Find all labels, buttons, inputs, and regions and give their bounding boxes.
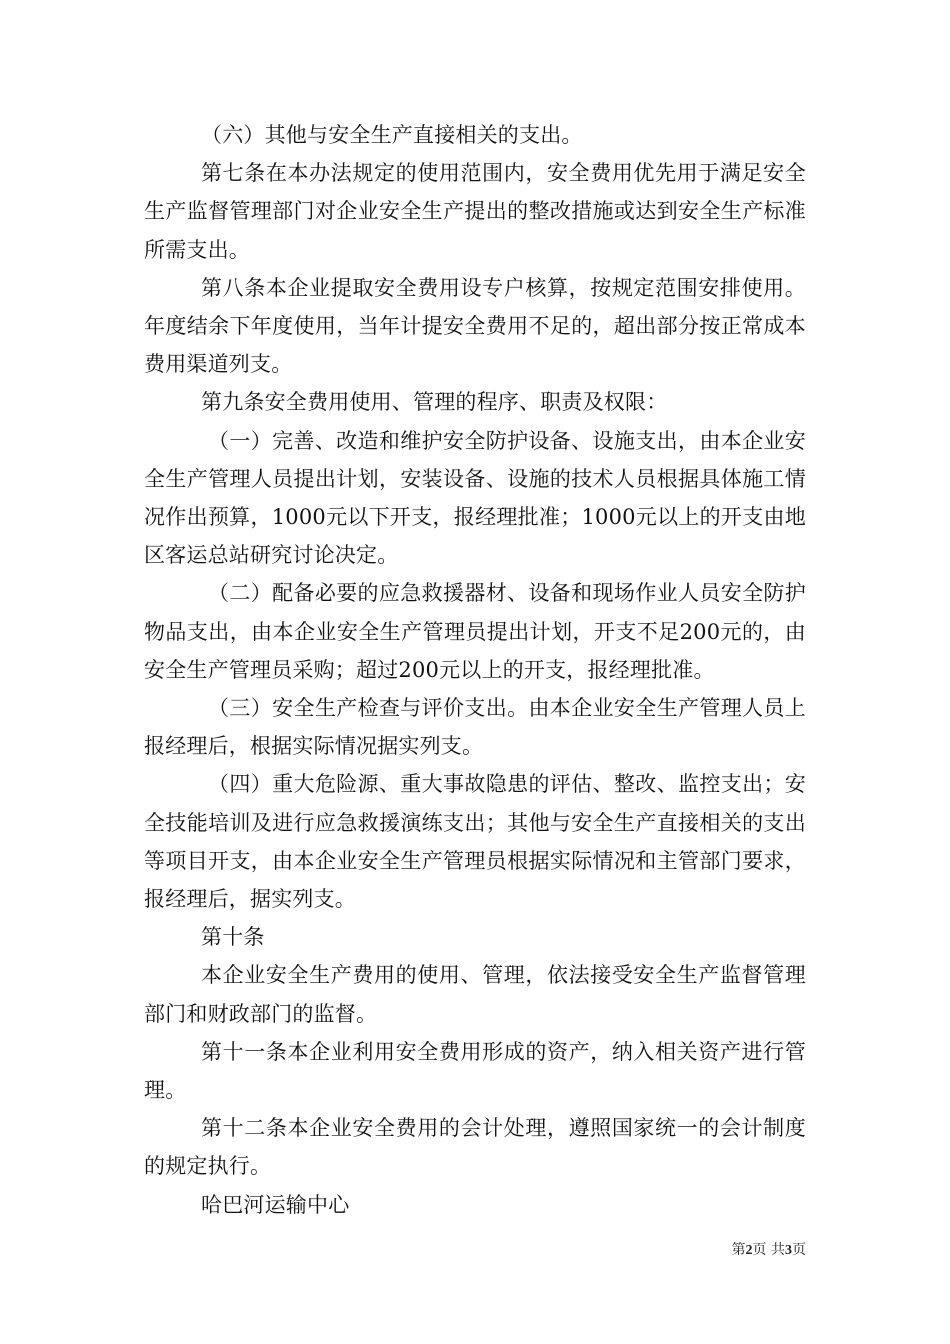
paragraph: 第十一条本企业利用安全费用形成的资产，纳入相关资产进行管理。 xyxy=(144,1039,806,1103)
paragraph: （四）重大危险源、重大事故隐患的评估、整改、监控支出；安全技能培训及进行应急救援演练支出；其他与安全生产直接相关的支出等项目开支，由本企业安全生产管理员根据实际情况和主管部门要求，报经理后，据实列支。 xyxy=(144,772,806,912)
page-footer xyxy=(0,1241,806,1260)
total-page-number: 3 xyxy=(785,1243,792,1258)
paragraph: 第十二条本企业安全费用的会计处理，遵照国家统一的会计制度的规定执行。 xyxy=(144,1116,806,1179)
paragraph: 第八条本企业提取安全费用设专户核算，按规定范围安排使用。年度结余下年度使用，当年计提安全费用不足的，超出部分按正常成本费用渠道列支。 xyxy=(144,275,806,377)
footer-suffix: 页 xyxy=(792,1242,806,1258)
paragraph: （一）完善、改造和维护安全防护设备、设施支出，由本企业安全生产管理人员提出计划，安装设备、设施的技术人员根据具体施工情况作出预算，1000元以下开支，报经理批准；1000元以上的开支由地区客运总站研究讨论决定。 xyxy=(144,428,806,568)
paragraph: 本企业安全生产费用的使用、管理，依法接受安全生产监督管理部门和财政部门的监督。 xyxy=(144,963,806,1026)
paragraph: 第九条安全费用使用、管理的程序、职责及权限： xyxy=(201,390,668,415)
footer-prefix: 第 xyxy=(731,1242,746,1258)
footer-middle: 页 共 xyxy=(752,1242,785,1258)
paragraph: （六）其他与安全生产直接相关的支出。 xyxy=(201,123,583,147)
paragraph: 第十条 xyxy=(201,925,265,950)
current-page-number: 2 xyxy=(745,1243,753,1258)
paragraph: （二）配备必要的应急救援器材、设备和现场作业人员安全防护物品支出，由本企业安全生产管理员提出计划，开支不足200元的，由安全生产管理员采购；超过200元以上的开支，报经理批准。 xyxy=(144,581,806,682)
paragraph: （三）安全生产检查与评价支出。由本企业安全生产管理人员上报经理后，根据实际情况据实列支。 xyxy=(144,696,806,759)
signature-line: 哈巴河运输中心 xyxy=(201,1192,350,1217)
document-body xyxy=(144,116,806,1224)
paragraph: 第七条在本办法规定的使用范围内，安全费用优先用于满足安全生产监督管理部门对企业安全生产提出的整改措施或达到安全生产标准所需支出。 xyxy=(144,161,806,262)
